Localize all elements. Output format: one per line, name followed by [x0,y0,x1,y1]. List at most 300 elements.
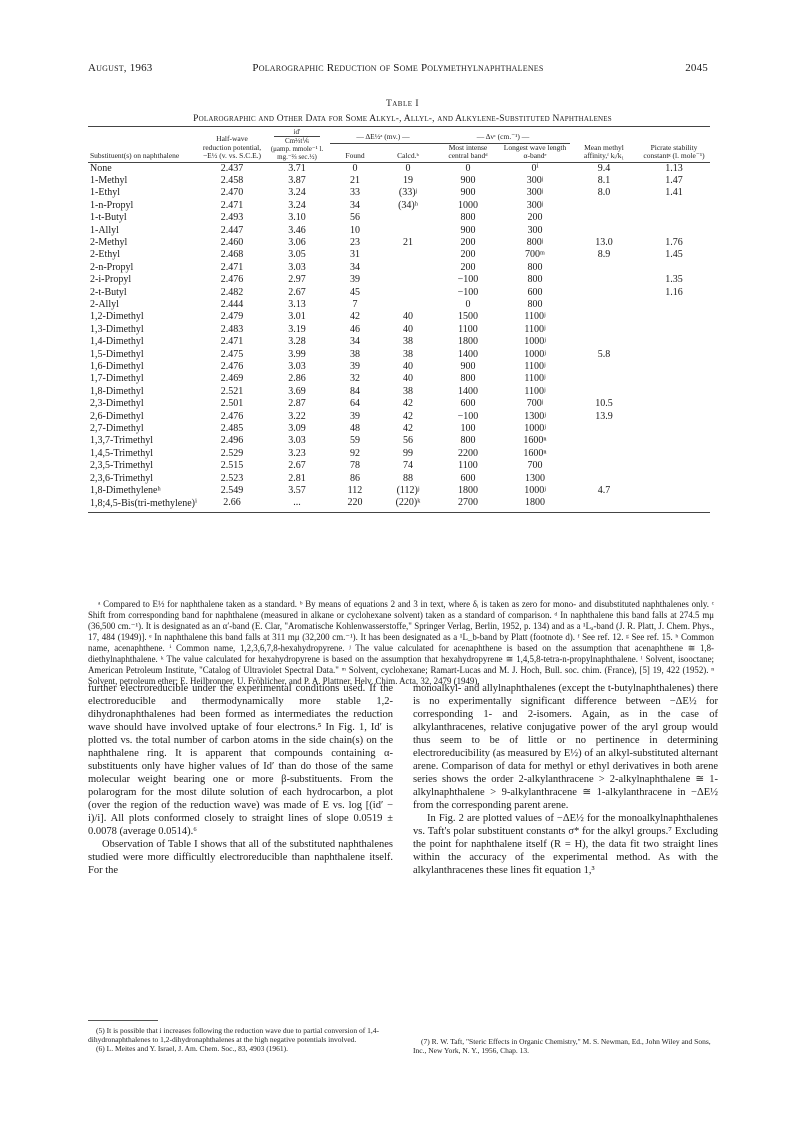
table-cell [570,262,638,274]
data-table [88,126,710,513]
table-cell [570,448,638,460]
table-cell: 2.483 [220,323,244,335]
table-cell: 3.03 [288,435,306,447]
table-cell: 600 [527,286,543,298]
table-cell: 1100ʲ [524,323,546,335]
table-cell: 78 [350,460,360,472]
table-cell: 40 [403,311,413,323]
table-cell: 19 [403,174,413,186]
table-cell: 1000 [458,199,478,211]
table-cell: 1100 [458,460,478,472]
table-cell: 46 [350,323,360,335]
table-cell: 10 [350,224,360,236]
table-cell: 2.81 [288,472,306,484]
table-cell [638,373,710,385]
table-cell: 1.47 [665,174,683,186]
table-cell: 2.496 [220,435,244,447]
table-cell: 700ᵐ [525,249,545,261]
table-cell: 112 [347,485,363,497]
table-cell: 2-Methyl [90,236,128,248]
table-cell [570,287,638,299]
table-cell: 0 [405,162,411,174]
table-cell: 300ʲ [526,199,544,211]
table-cell: 3.06 [288,236,306,248]
table-cell: 2.67 [288,460,306,472]
table-cell: 900 [460,224,476,236]
table-cell: 45 [350,286,360,298]
table-cell: 3.24 [288,199,306,211]
table-cell: 1600ⁿ [523,435,547,447]
table-cell [638,361,710,373]
table-cell: 800 [460,373,476,385]
table-cell: 200 [460,261,476,273]
table-row [88,274,710,286]
table-cell [570,361,638,373]
table-row [88,212,710,224]
body-paragraph: Observation of Table I shows that all of the substituted naphthalenes studied were more difficultly electroreducible than naphthalene itself. For the [88,839,393,876]
table-cell: −100 [457,286,479,298]
table-cell [638,485,710,497]
table-row [88,225,710,237]
table-cell: 2.444 [220,298,244,310]
table-cell: 1800 [458,336,478,348]
table-cell: ... [293,497,301,509]
table-cell: 3.99 [288,348,306,360]
table-cell: 2.67 [288,286,306,298]
table-cell: 2,3-Dimethyl [90,398,144,410]
table-cell: 1.45 [665,249,683,261]
table-cell: 2.521 [220,385,244,397]
table-cell [638,225,710,237]
table-cell [380,225,436,237]
table-cell: 1800 [525,497,545,509]
table-cell: 2.471 [220,199,244,211]
table-cell: (33)ʲ [398,187,418,199]
table-cell: 1.41 [665,187,683,199]
table-cell: 2.86 [288,373,306,385]
table-cell: 900 [460,174,476,186]
table-row [88,423,710,435]
table-cell [380,287,436,299]
table-cell: 64 [350,398,360,410]
header-half-wave: Half-wave reduction potential, −E½ (v. vs. S.C.E.) [202,134,262,160]
table-cell: 3.69 [288,385,306,397]
header-diffusion-current [264,127,330,163]
table-cell: 100 [460,423,476,435]
header-picrate: Picrate stability constantᵍ (l. mole⁻¹) [643,142,705,160]
table-cell: 3.10 [288,212,306,224]
table-cell: 86 [350,472,360,484]
table-cell: (34)ʰ [398,199,418,211]
table-cell [638,423,710,435]
reference-7: (7) R. W. Taft, "Steric Effects in Organic Chemistry," M. S. Newman, Ed., John Wiley and Sons, Inc., New York, N. Y., 1956, Chap. 13. [413,1037,711,1055]
table-cell: 300 [527,224,543,236]
table-cell: 2.523 [220,472,244,484]
footnote-rule [88,1020,158,1021]
table-cell: 1100 [458,323,478,335]
table-cell: 2.469 [220,373,244,385]
table-cell [570,200,638,212]
table-cell: 1100ʲ [524,361,546,372]
table-cell: 13.9 [595,410,613,422]
header-found: Found [345,151,365,160]
table-cell [570,373,638,385]
table-cell: 1,7-Dimethyl [90,373,144,385]
header-delta-group: — ΔE½ᵃ (mv.) — [330,127,436,144]
table-cell: 3.19 [288,323,306,335]
table-caption: Polarographic and Other Data for Some Alkyl-, Allyl-, and Alkylene-Substituted Naphthalenes [193,114,612,124]
table-cell: 1,4,5-Trimethyl [90,447,153,459]
table-cell [570,225,638,237]
table-row [88,262,710,274]
left-column [88,682,393,877]
table-cell: 1-Allyl [90,224,119,236]
table-cell [570,336,638,348]
table-cell: 1,8-Dimethyleneʰ [90,485,161,497]
table-cell: 2-Ethyl [90,249,120,261]
table-cell: 2.468 [220,249,244,261]
table-cell: 3.71 [288,162,306,174]
table-cell: 2.479 [220,311,244,323]
table-cell [638,473,710,485]
table-cell: 5.8 [597,348,611,360]
table-row [88,162,710,175]
table-cell: 34 [350,336,360,348]
table-cell: 2.485 [220,423,244,435]
table-cell: 0 [465,162,471,174]
table-cell: 3.13 [288,298,306,310]
table-cell: 1400 [458,348,478,360]
table-cell: 88 [403,472,413,484]
table-cell: 4.7 [597,485,611,497]
right-column [413,682,718,877]
table-cell [570,460,638,472]
table-cell: 56 [403,435,413,447]
running-head-title: Polarographic Reduction of Some Polymethylnaphthalenes [252,62,544,74]
table-cell [638,262,710,274]
table-cell [638,311,710,323]
table-cell: 99 [403,447,413,459]
table-cell: 42 [403,398,413,410]
table-cell: 10.5 [595,398,613,410]
table-cell [638,336,710,348]
table-cell [570,435,638,447]
table-cell: 800 [527,261,543,273]
table-cell: 1100ʲ [524,311,546,323]
table-cell: 1800 [458,485,478,497]
table-cell: 1,3-Dimethyl [90,323,144,335]
table-cell: 34 [350,261,360,273]
table-cell: 600 [460,472,476,484]
table-row [88,237,710,249]
table-cell [638,386,710,398]
table-cell: 800 [460,212,476,224]
table-cell [380,262,436,274]
table-cell: 2.447 [220,224,244,236]
table-cell: 0 [465,298,471,310]
table-row [88,361,710,373]
table-cell: 21 [350,174,360,186]
table-cell: 1-n-Propyl [90,199,134,211]
table-row [88,435,710,447]
table-cell: 21 [403,236,413,248]
table-cell [570,497,638,512]
table-cell: 1.76 [665,236,683,248]
table-cell: 92 [350,447,360,459]
table-cell [638,411,710,423]
table-cell: 3.87 [288,174,306,186]
table-cell: 0ⁱ [531,162,539,174]
table-cell: 13.0 [595,236,613,248]
table-footnotes: ᵃ Compared to E½ for naphthalene taken as a standard. ᵇ By means of equations 2 and 3 in text, where δᵢ is taken as zero for mono- and disubstituted naphthalenes only. ᶜ Shift from corresponding band for naphthalene (measured in alkane or cyclohexane solvent) taken as a standard of comparison. ᵈ In naphthalene this band falls at 274.5 mμ (36,500 cm.⁻¹). It is designated as an α′-band (E. Clar, "Aromatische Kohlenwasserstoffe," Springer Verlag, Berlin, 1952, p. 134) and as a ¹Lₐ-band (J. R. Platt, J. Chem. Phys., 17, 484 (1949)]. ᵉ In naphthalene this band falls at 311 mμ (32,200 cm.⁻¹). It has been designated as a ¹L_b-band by Platt (footnote d). ᶠ See ref. 12. ᵍ See ref. 15. ʰ Common name, acenaphthene. ⁱ Common name, 1,2,3,6,7,8-hexahydropyrene. ʲ The value calculated for acenaphthene is based on the assumption that acenaphthene ≅ 1,8-diethylnaphthalene. ᵏ The value calculated for hexahydropyrene is based on the assumption that hexahydropyrene ≅ 1,4,5,8-tetra-n-propylnaphthalene. ˡ Solvent, isooctane; American Petroleum Institute, "Catalog of Ultraviolet Spectral Data." ᵐ Solvent, cyclohexane; Ramart-Lucas and M. J. Hoch, Bull. soc. chim. (France), [5] 19, 422 (1952). ⁿ Solvent, petroleum ether; E. Heilbronner, U. Fröhlicher, and P. A. Plattner, Helv. Chim. Acta, 32, 2479 (1949). [88,599,714,686]
table-row [88,287,710,299]
table-cell [638,460,710,472]
table-cell: 2,3,6-Trimethyl [90,472,153,484]
header-id-units: (μamp. mmole⁻¹ l. mg.⁻⅔ sec.½) [270,144,324,161]
table-cell: 38 [350,348,360,360]
table-cell: 2.460 [220,236,244,248]
table-cell: 1000ʲ [524,485,546,497]
table-cell: 1,5-Dimethyl [90,348,144,360]
table-cell: 2,6-Dimethyl [90,410,144,422]
table-row [88,411,710,423]
table-cell: 1-Ethyl [90,187,120,199]
table-row [88,200,710,212]
table-cell: 1.13 [665,162,683,174]
table-cell: 1,8-Dimethyl [90,385,144,397]
table-cell [638,497,710,512]
table-cell [570,473,638,485]
table-cell: 2.471 [220,261,244,273]
table-row [88,473,710,485]
table-cell: 1.35 [665,274,683,286]
header-calcd: Calcd.ᵇ [397,151,419,160]
table-cell: 1,4-Dimethyl [90,336,144,348]
header-dnu-group: — Δνᶜ (cm.⁻¹) — [436,127,570,144]
table-cell: 3.09 [288,423,306,435]
table-row [88,336,710,348]
table-cell: 2.476 [220,361,244,372]
table-cell: 48 [350,423,360,435]
table-row [88,497,710,512]
references-left [88,1020,393,1053]
table-cell [570,324,638,336]
table-cell [638,349,710,361]
header-central-band: Most intense central bandᵈ [448,142,488,160]
table-cell: 2.476 [220,274,244,286]
table-cell [638,324,710,336]
table-cell: 2-Allyl [90,298,119,310]
table-cell: None [90,162,112,174]
table-cell: 2-t-Butyl [90,286,127,298]
table-cell: 74 [403,460,413,472]
table-cell: 2.470 [220,187,244,199]
table-cell: 3.22 [288,410,306,422]
table-cell: 2.493 [220,212,244,224]
table-cell: 600 [460,398,476,410]
table-cell: 23 [350,236,360,248]
table-row [88,187,710,199]
table-cell: 40 [403,323,413,335]
table-cell: 56 [350,212,360,224]
table-cell: 8.9 [597,249,611,261]
table-cell: 1,8;4,5-Bis(tri-methylene)ⁱ [90,498,197,510]
body-paragraph: further electroreducible under the experimental conditions used. If the electroreducible and thermodynamically more stable 1,2-dihydronaphthalenes had been formed as intermediates the reduction wave should have involved uptake of four electrons.⁵ In Fig. 1, Id′ is plotted vs. the total number of carbon atoms in the side chain(s) on the naphthalene ring. It is apparent that compounds containing α-substituents only have higher values of Id′ than do those of the same molecular weight bearing one or more β-substituents. From the polarogram for the most dilute solution of each hydrocarbon, a plot (over the region of the reduction wave) was made of E vs. log [(id′ − i)/i]. All plots conformed closely to straight lines of slope 0.0519 ± 0.0078 (average 0.0514).⁶ [88,683,393,837]
table-cell: 42 [350,311,360,323]
body-paragraph: In Fig. 2 are plotted values of −ΔE½ for the monoalkylnaphthalenes vs. Taft's polar substituent constants σ* for the alkyl groups.⁷ Excluding the point for naphthalene itself (R = H), the data fit two straight lines within the accuracy of the experimental method. As with the alkylanthracenes these lines fit equation 1,³ [413,813,718,876]
references-right [413,1037,718,1055]
table-cell [638,448,710,460]
table-cell: 1000ʲ [524,348,546,360]
table-cell: 2.458 [220,174,244,186]
table-cell: (112)ʲ [396,485,420,497]
table-cell: 1.16 [665,286,683,298]
table-cell [570,423,638,435]
table-cell: 2.529 [220,447,244,459]
table-cell: 3.01 [288,311,306,323]
table-cell: 1300 [525,472,545,484]
table-cell: 2,3,5-Trimethyl [90,460,153,472]
table-cell [638,435,710,447]
table-cell: 800 [527,298,543,310]
table-row [88,386,710,398]
table-cell: 220 [347,497,363,509]
table-cell: 2.515 [220,460,244,472]
table-cell: 3.57 [288,485,306,497]
table-cell: 38 [403,348,413,360]
table-cell: 2.476 [220,410,244,422]
table-cell: 84 [350,385,360,397]
header-affinity: Mean methyl affinity,ᶠ kᵢ/k₁ [583,142,625,160]
table-row [88,299,710,311]
table-cell: 1,2-Dimethyl [90,311,144,323]
table-cell: 1-Methyl [90,174,128,186]
table-header [88,127,710,163]
table-cell [570,386,638,398]
table-cell [570,299,638,311]
table-row [88,485,710,497]
table-cell: 800ʲ [526,236,544,248]
table-cell: 0 [352,162,358,174]
running-head [88,62,708,78]
table-cell: 39 [350,410,360,422]
header-substituent: Substituent(s) on naphthalene [90,151,180,160]
table-cell: 800 [460,435,476,447]
table-cell: 800 [527,274,543,286]
table-cell: 2200 [458,447,478,459]
table-cell [570,311,638,323]
table-cell: (220)ᵏ [395,497,421,509]
table-label: Table I [385,99,420,109]
table-cell: 1100ʲ [524,373,546,385]
table-cell: −100 [457,410,479,422]
table-row [88,249,710,261]
table-cell: 39 [350,361,360,372]
table-cell: 2,7-Dimethyl [90,423,144,435]
table-cell: 42 [403,423,413,435]
table-cell: 2.87 [288,398,306,410]
table-cell: 38 [403,385,413,397]
table-cell: 1,3,7-Trimethyl [90,435,153,447]
table-cell: 3.03 [288,361,306,372]
table-cell: 32 [350,373,360,385]
table-cell: 2-n-Propyl [90,261,134,273]
table-cell: 7 [352,298,358,310]
table-cell: 3.23 [288,447,306,459]
table-cell: 3.03 [288,261,306,273]
table-cell: 300ʲ [526,174,544,186]
table-cell: 39 [350,274,360,286]
table-cell: 2.482 [220,286,244,298]
table-cell: 8.0 [597,187,611,199]
table-row [88,311,710,323]
table-cell: 2.549 [220,485,244,497]
table-cell: 2700 [458,497,478,509]
table-cell: 1-t-Butyl [90,212,127,224]
table-body [88,162,710,512]
table-cell [380,274,436,286]
table-cell: 34 [350,199,360,211]
table-cell: 2.475 [220,348,244,360]
table-cell: 200 [460,236,476,248]
table-cell [380,299,436,311]
header-id-numerator: id′ [274,128,320,137]
table-cell: 1000ʲ [524,423,546,435]
table-cell: 1100ʲ [524,385,546,397]
table-cell: 8.1 [597,174,611,186]
table-cell: 700 [527,460,543,472]
table-cell: 1300ʲ [524,410,546,422]
table-cell: 3.24 [288,187,306,199]
table-cell: 1400 [458,385,478,397]
table-cell: 2.501 [220,398,244,410]
table-cell: 42 [403,410,413,422]
table-cell: 3.46 [288,224,306,236]
body-paragraph: monoalkyl- and allylnaphthalenes (except the t-butylnaphthalenes) there is no experimentally significant difference between −ΔE½ for corresponding 1- and 2-isomers. Again, as in the case of alkylanthracenes, relative conjugative power of the aryl group would thus seem to be of little or no pertinence in determining electroreducibility (as measured by E½) of an alkyl-substituted alternant arene. Comparison of data for methyl or ethyl derivatives in both arene series shows the order 2-alkylanthracene > 2-alkylnaphthalene ≅ 1-alkylnaphthalene > 9-alkylanthracene ≅ 1-alkylanthracene in −ΔE½ from the corresponding parent arene. [413,683,718,811]
table-cell [638,200,710,212]
table-cell: 2.471 [220,336,244,348]
table-cell: 700ʲ [526,398,544,410]
table-cell: 1000ʲ [524,336,546,348]
table-cell [380,212,436,224]
table-cell: 1500 [458,311,478,323]
table-cell: 300ʲ [526,187,544,199]
table-cell: 1600ⁿ [523,447,547,459]
table-cell: 2.437 [220,162,244,174]
table-cell: 200 [460,249,476,261]
table-row [88,448,710,460]
table-cell [570,212,638,224]
table-cell: 59 [350,435,360,447]
table-cell [570,274,638,286]
table-row [88,460,710,472]
table-row [88,398,710,410]
table-cell: 40 [403,361,413,372]
table-cell: 2.97 [288,274,306,286]
page-number: 2045 [685,62,708,74]
reference-5: (5) It is possible that i increases following the reduction wave due to partial conversion of 1,4-dihydronaphthalenes to 1,2-dihydronaphthalenes at the high negative potentials involved. [88,1026,380,1044]
table-cell: 3.28 [288,336,306,348]
table-row [88,349,710,361]
table-cell: 38 [403,336,413,348]
table-cell [380,249,436,261]
table-cell: 1,6-Dimethyl [90,361,144,372]
table-cell: 200 [527,212,543,224]
table-cell: −100 [457,274,479,286]
table-cell [638,212,710,224]
header-alpha-band: Longest wave length α-bandᵉ [503,142,567,160]
table-cell: 2-i-Propyl [90,274,132,286]
